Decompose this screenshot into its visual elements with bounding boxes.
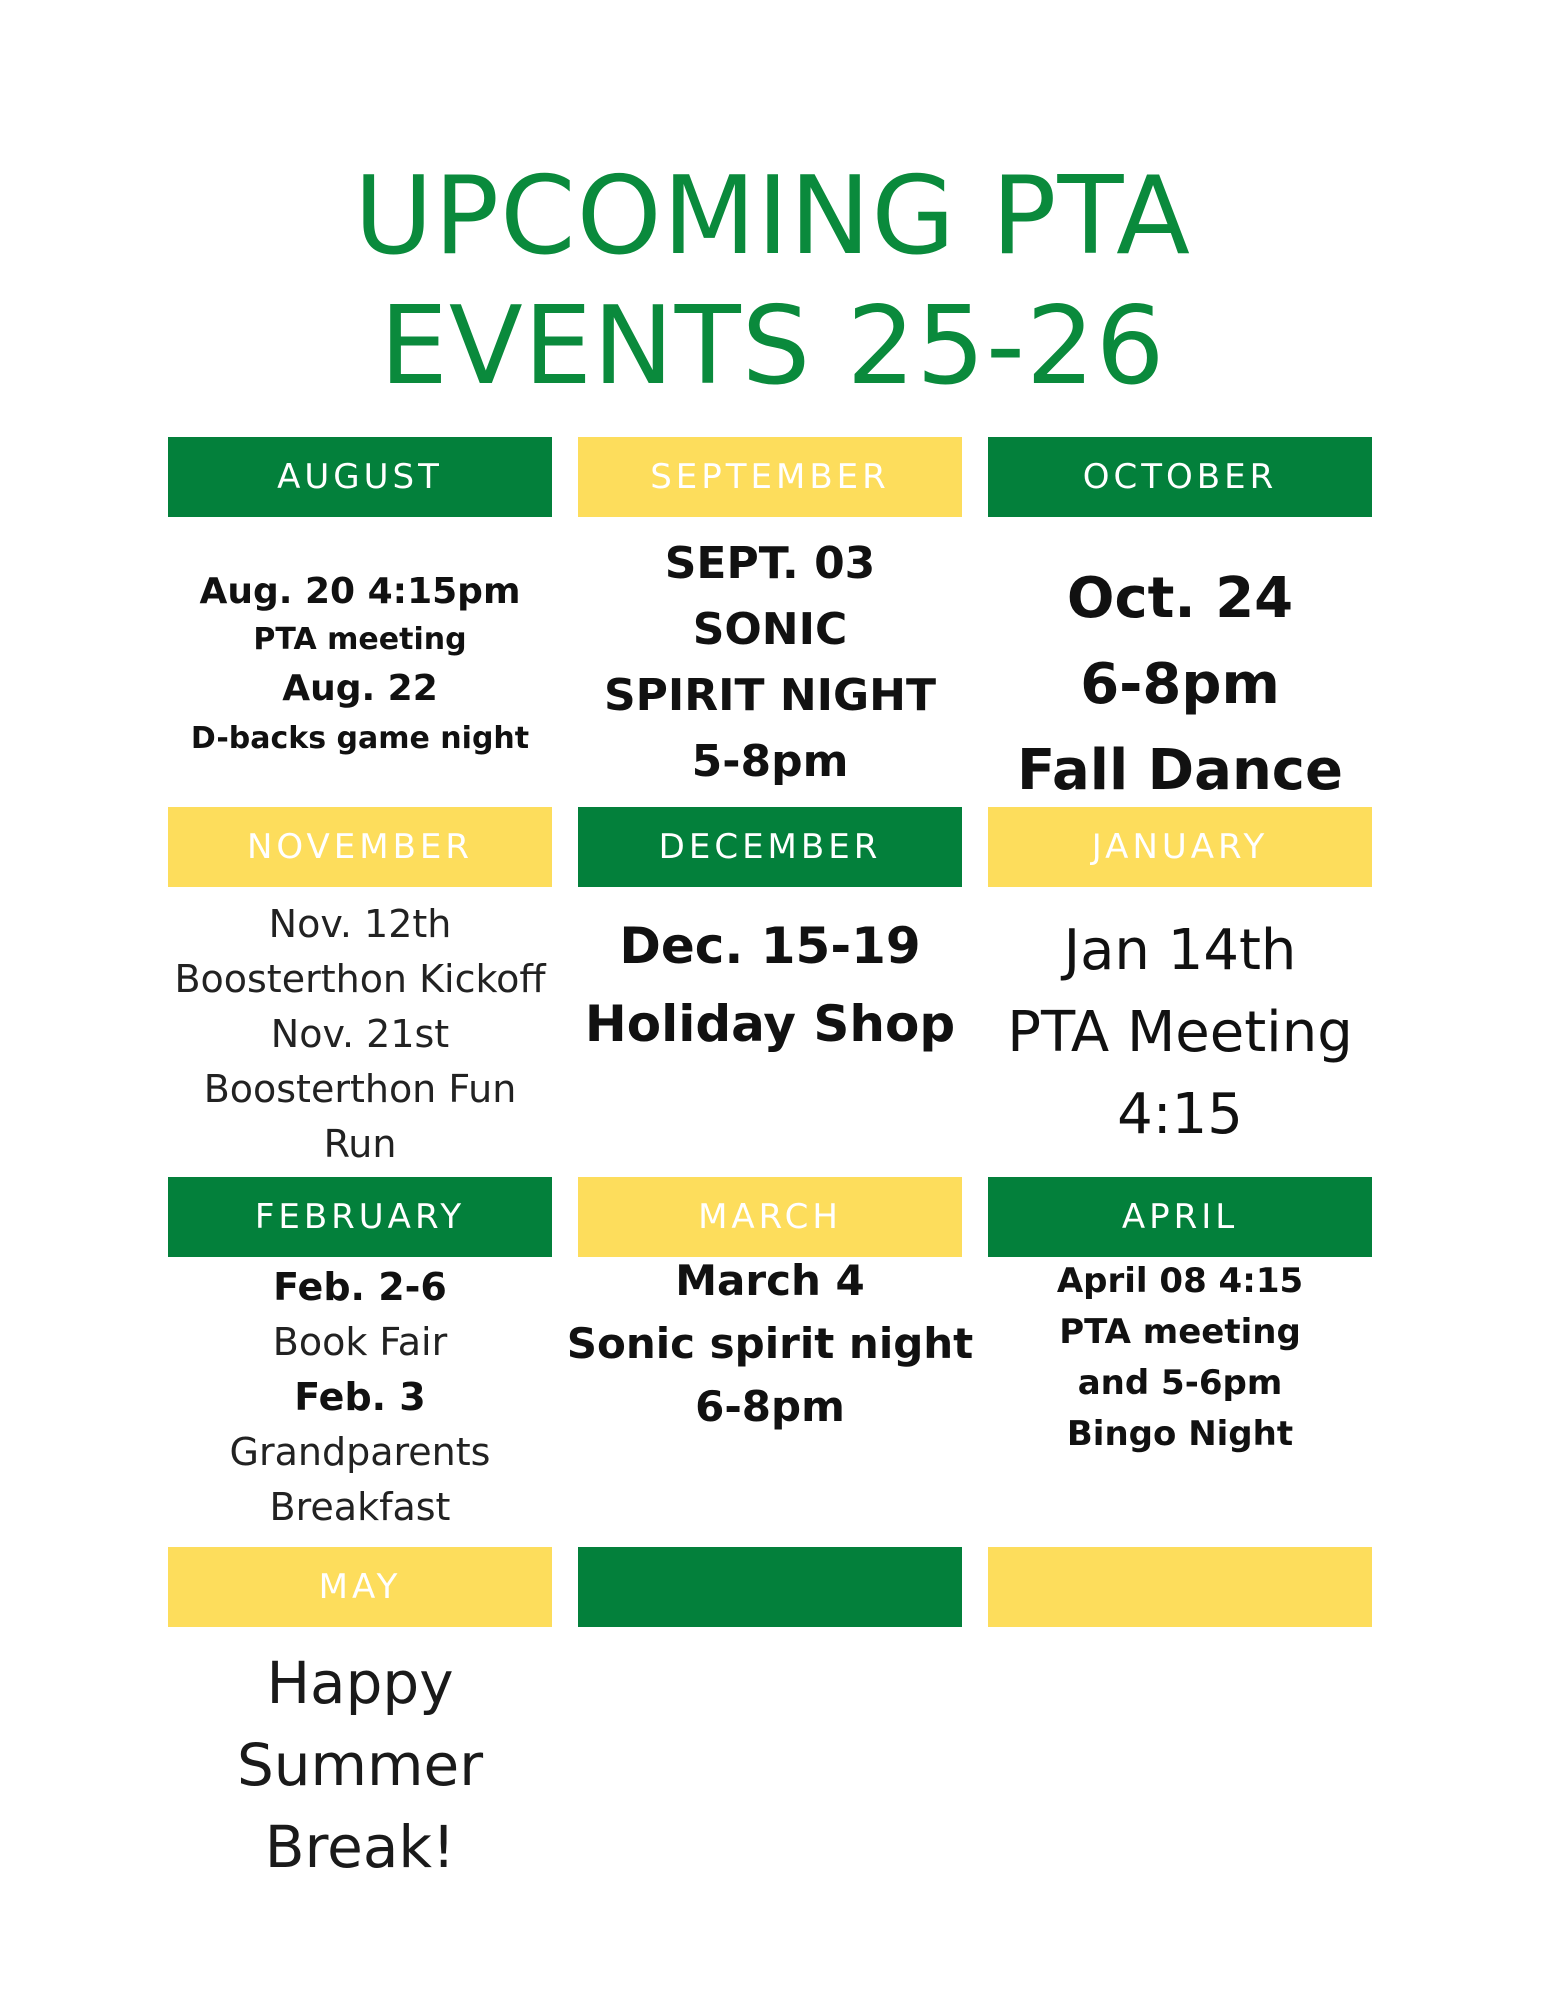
events-may: [145, 1640, 575, 1890]
header-november: NOVEMBER: [168, 807, 552, 887]
event-line: Breakfast: [269, 1485, 451, 1529]
header-december: DECEMBER: [578, 807, 962, 887]
event-line: Feb. 2-6: [273, 1265, 447, 1309]
title-line-2: EVENTS 25-26: [379, 284, 1166, 409]
event-line: Oct. 24: [1066, 566, 1294, 631]
event-line: 6-8pm: [695, 1381, 845, 1431]
header-empty-2: [988, 1547, 1372, 1627]
events-february: [145, 1260, 575, 1535]
header-september: SEPTEMBER: [578, 437, 962, 517]
header-february: FEBRUARY: [168, 1177, 552, 1257]
event-line: 5-8pm: [691, 736, 849, 787]
event-line: Sonic spirit night: [566, 1318, 974, 1368]
events-april: [965, 1255, 1395, 1460]
title-line-1: UPCOMING PTA: [353, 154, 1192, 279]
event-line: Summer: [236, 1731, 484, 1799]
event-line: March 4: [675, 1255, 865, 1305]
header-may: MAY: [168, 1547, 552, 1627]
events-march: [555, 1248, 985, 1438]
event-line: Aug. 22: [282, 668, 438, 709]
events-november: [145, 897, 575, 1172]
event-line: Feb. 3: [294, 1375, 426, 1419]
header-october: OCTOBER: [988, 437, 1372, 517]
header-empty-1: [578, 1547, 962, 1627]
event-line: Run: [323, 1122, 397, 1166]
event-line: PTA meeting: [1059, 1311, 1301, 1352]
event-line: Break!: [264, 1813, 456, 1881]
events-august: [145, 560, 575, 770]
event-line: Happy: [266, 1649, 454, 1717]
event-line: Jan 14th: [1063, 918, 1297, 983]
event-line: Aug. 20 4:15pm: [199, 571, 521, 612]
event-line: Boosterthon Kickoff: [174, 957, 546, 1001]
events-january: [965, 908, 1395, 1158]
event-line: SEPT. 03: [664, 538, 876, 589]
event-line: PTA Meeting: [1007, 1000, 1353, 1065]
header-march: MARCH: [578, 1177, 962, 1257]
event-line: Bingo Night: [1066, 1413, 1294, 1454]
events-october: [965, 555, 1395, 815]
event-line: D-backs game night: [190, 721, 530, 756]
event-line: Book Fair: [272, 1320, 448, 1364]
event-line: April 08 4:15: [1056, 1260, 1304, 1301]
event-line: SPIRIT NIGHT: [603, 670, 937, 721]
header-august: AUGUST: [168, 437, 552, 517]
event-line: SONIC: [692, 604, 848, 655]
header-january: JANUARY: [988, 807, 1372, 887]
events-december: [555, 905, 985, 1065]
event-line: Grandparents: [229, 1430, 491, 1474]
event-line: Dec. 15-19: [619, 917, 921, 975]
event-line: Fall Dance: [1017, 738, 1343, 803]
event-line: PTA meeting: [253, 622, 467, 657]
event-line: Boosterthon Fun: [203, 1067, 517, 1111]
event-line: Holiday Shop: [584, 995, 956, 1053]
event-line: and 5-6pm: [1077, 1362, 1283, 1403]
event-line: 6-8pm: [1080, 652, 1280, 717]
events-september: [555, 528, 985, 798]
event-line: Nov. 21st: [270, 1012, 450, 1056]
header-april: APRIL: [988, 1177, 1372, 1257]
event-line: Nov. 12th: [268, 902, 452, 946]
event-line: 4:15: [1117, 1082, 1243, 1147]
